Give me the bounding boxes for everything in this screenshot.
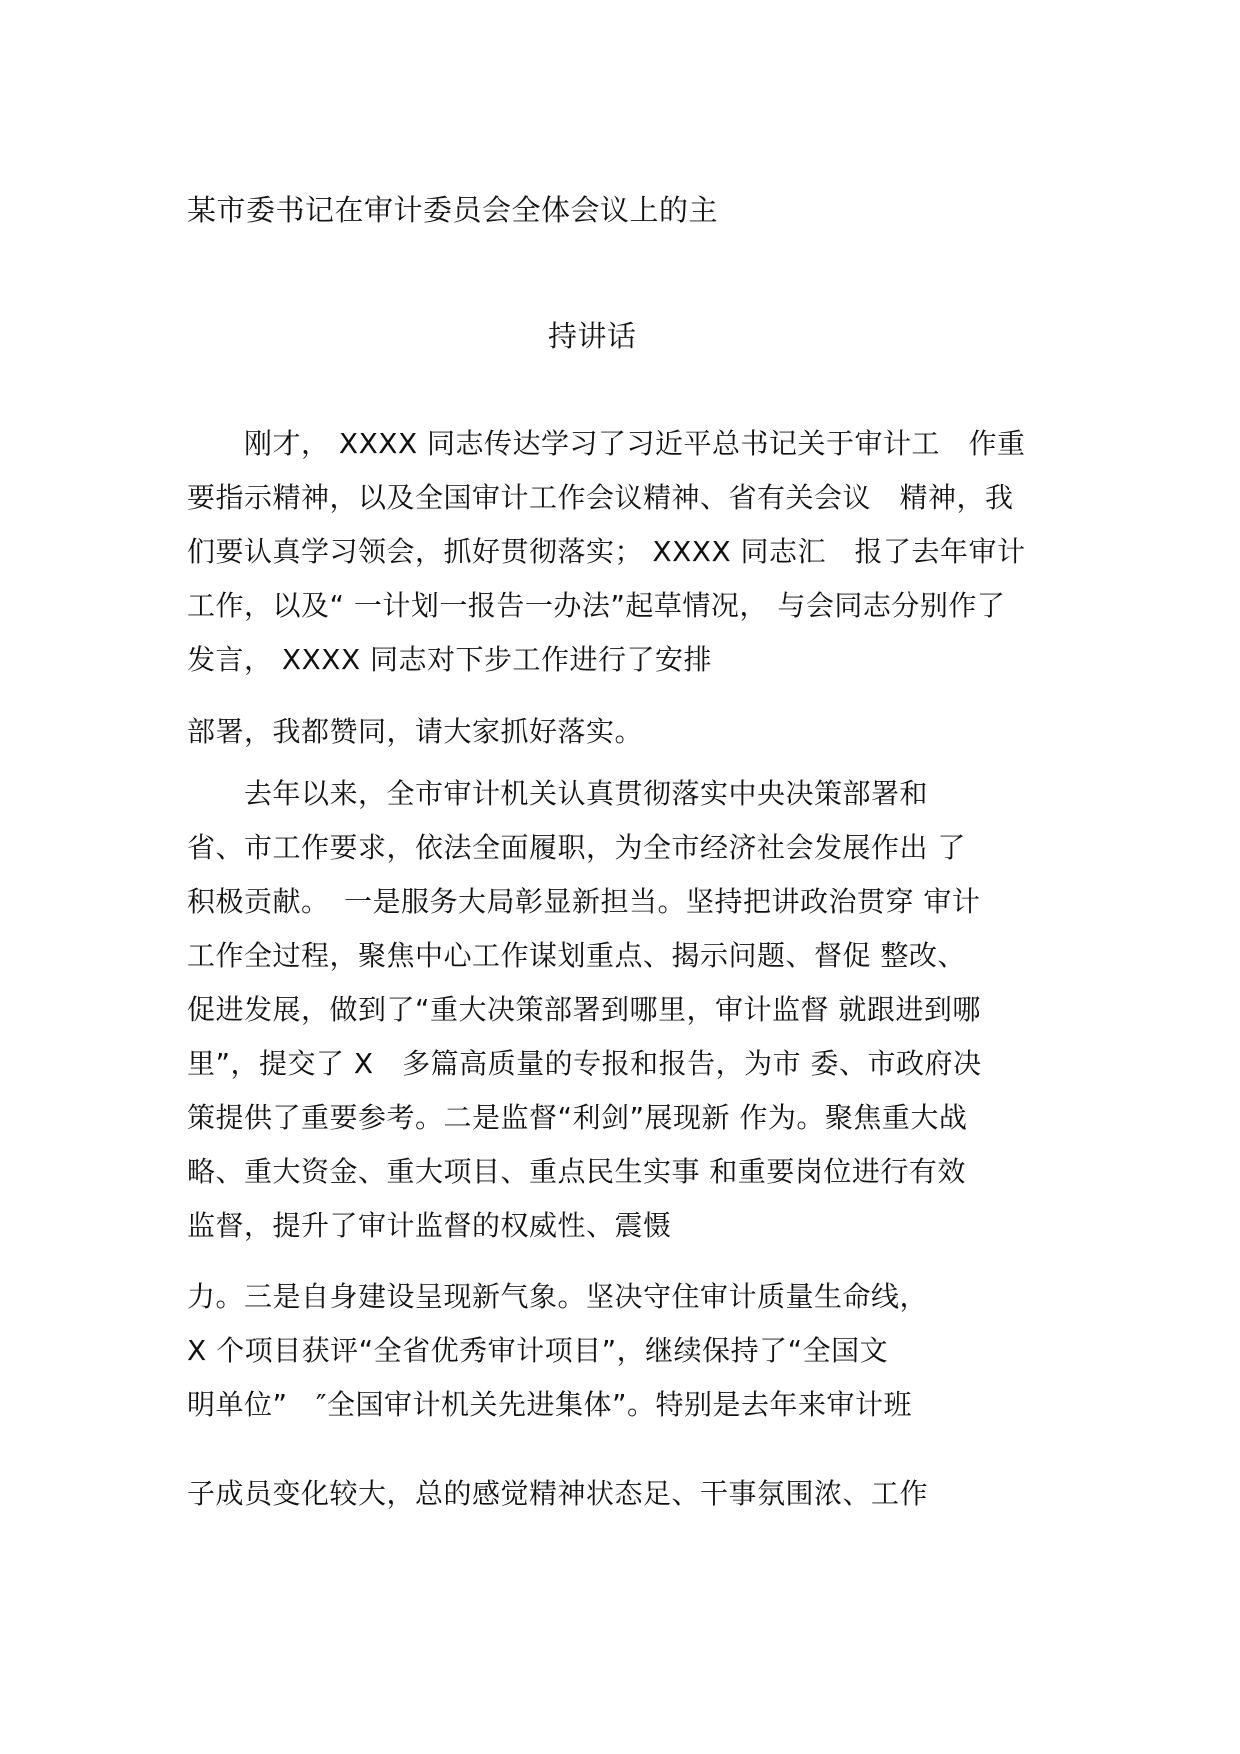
paragraph-line: 略、重大资金、重大项目、重点民生实事 和重要岗位进行有效 <box>187 1155 966 1188</box>
paragraph-line: 里”，提交了 X 多篇高质量的专报和报告，为市 委、市政府决 <box>187 1047 982 1080</box>
paragraph-line: 要指示精神，以及全国审计工作会议精神、省有关会议 精神，我 <box>187 481 1014 514</box>
paragraph-line: 们要认真学习领会，抓好贯彻落实； XXXX 同志汇 报了去年审计 <box>187 535 1026 568</box>
paragraph-line: 发言， XXXX 同志对下步工作进行了安排 <box>187 643 713 676</box>
paragraph-line: 工作，以及“ 一计划一报告一办法”起草情况， 与会同志分别作了 <box>187 589 1006 622</box>
paragraph-line: 刚才， XXXX 同志传达学习了习近平总书记关于审计工 作重 <box>187 427 1026 460</box>
paragraph-line: X 个项目获评“全省优秀审计项目”，继续保持了“全国文 <box>187 1334 889 1367</box>
document-title-line-1: 某市委书记在审计委员会全体会议上的主 <box>187 193 719 227</box>
paragraph-line: 子成员变化较大，总的感觉精神状态足、干事氛围浓、工作 <box>187 1477 929 1510</box>
paragraph-line: 部署，我都赞同，请大家抓好落实。 <box>187 715 644 748</box>
paragraph-line: 明单位” ″全国审计机关先进集体”。特别是去年来审计班 <box>187 1388 912 1421</box>
paragraph-line: 工作全过程，聚焦中心工作谋划重点、揭示问题、督促 整改、 <box>187 939 966 972</box>
paragraph-line: 省、市工作要求，依法全面履职，为全市经济社会发展作出 了 <box>187 831 966 864</box>
paragraph-line: 监督，提升了审计监督的权威性、震慑 <box>187 1209 672 1242</box>
paragraph-line: 促进发展，做到了“重大决策部署到哪里，审计监督 就跟进到哪 <box>187 993 981 1026</box>
paragraph-line: 力。三是自身建设呈现新气象。坚决守住审计质量生命线， <box>187 1280 929 1313</box>
paragraph-line: 积极贡献。 一是服务大局彰显新担当。坚持把讲政治贯穿 审计 <box>187 885 981 918</box>
paragraph-line: 策提供了重要参考。二是监督“利剑”展现新 作为。聚焦重大战 <box>187 1101 968 1134</box>
paragraph-line: 去年以来，全市审计机关认真贯彻落实中央决策部署和 <box>187 777 929 810</box>
document-title-line-2: 持讲话 <box>548 319 637 353</box>
